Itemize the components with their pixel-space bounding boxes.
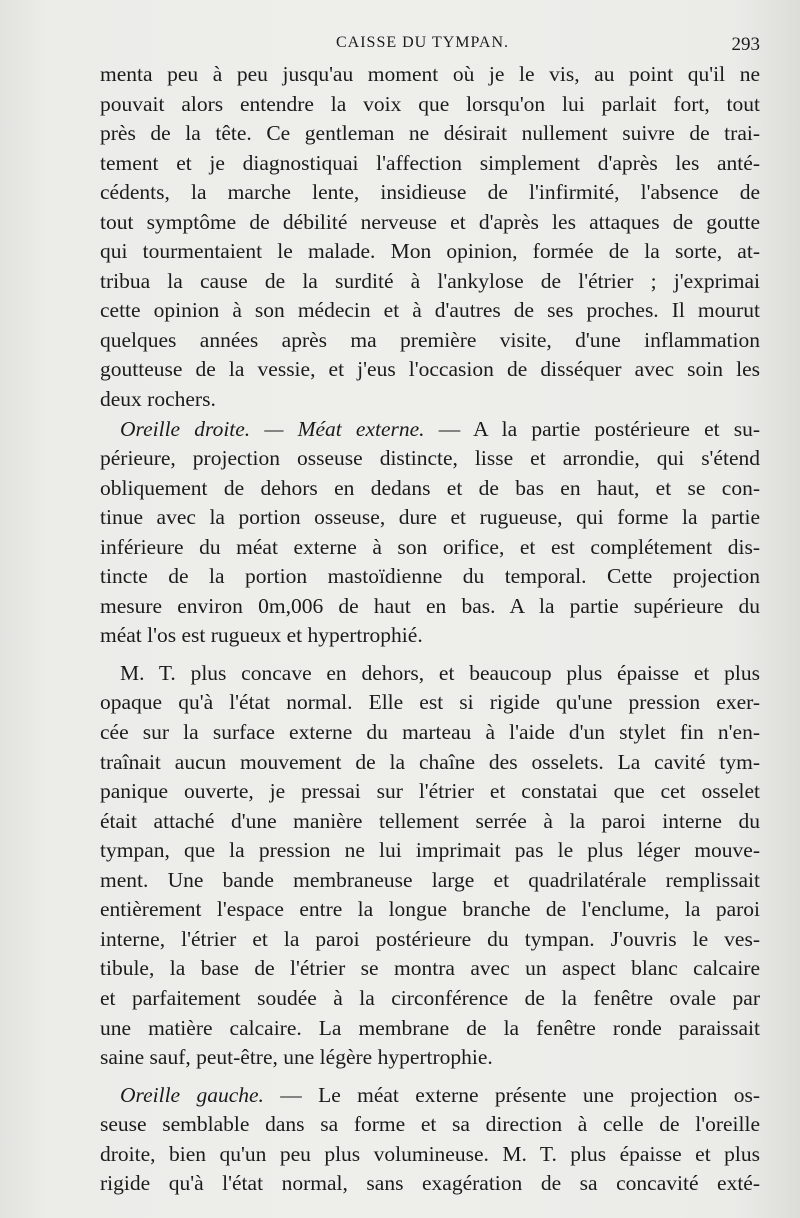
text-line — [100, 1043, 760, 1073]
text-line — [100, 621, 760, 651]
text-line — [100, 503, 760, 533]
text-line — [100, 984, 760, 1014]
line-text: obliquement de dehors en dedans et de bas en haut, et se con- — [100, 475, 760, 500]
text-line — [100, 718, 760, 748]
line-text: goutteuse de la vessie, et j'eus l'occasion de disséquer avec soin les — [100, 357, 760, 382]
text-line — [100, 415, 760, 445]
line-text: méat l'os est rugueux et hypertrophié. — [100, 623, 423, 648]
text-line — [100, 1169, 760, 1199]
italic-heading: Oreille gauche. — [120, 1082, 264, 1107]
page-number: 293 — [731, 34, 760, 55]
line-text: interne, l'étrier et la paroi postérieure du tympan. J'ouvris le ves- — [100, 926, 760, 951]
running-head: CAISSE DU TYMPAN. — [336, 34, 510, 51]
line-text: qui tourmentaient le malade. Mon opinion, formée de la sorte, at- — [100, 239, 760, 264]
line-text: quelques années après ma première visite, d'une inflammation — [100, 327, 760, 352]
line-text: pouvait alors entendre la voix que lorsqu'on lui parlait fort, tout — [100, 91, 760, 116]
text-line — [100, 149, 760, 179]
text-line — [100, 355, 760, 385]
text-line — [100, 895, 760, 925]
line-text: panique ouverte, je pressai sur l'étrier et constatai que cet osselet — [100, 779, 760, 804]
page-header — [100, 28, 768, 62]
text-line — [100, 954, 760, 984]
line-text: traînait aucun mouvement de la chaîne des osselets. La cavité tym- — [100, 749, 760, 774]
line-text: seuse semblable dans sa forme et sa direction à celle de l'oreille — [100, 1112, 760, 1137]
line-text: tinue avec la portion osseuse, dure et rugueuse, qui forme la partie — [100, 505, 760, 530]
text-line — [100, 385, 760, 415]
line-text: menta peu à peu jusqu'au moment où je le vis, au point qu'il ne — [100, 62, 760, 86]
text-line — [100, 296, 760, 326]
line-text: tibule, la base de l'étrier se montra avec un aspect blanc calcaire — [100, 956, 760, 981]
line-text: rigide qu'à l'état normal, sans exagération de sa concavité exté- — [100, 1171, 760, 1196]
text-line — [100, 1140, 760, 1170]
text-line — [100, 866, 760, 896]
text-line — [100, 925, 760, 955]
line-text: tribua la cause de la surdité à l'ankylose de l'étrier ; j'exprimai — [100, 268, 760, 293]
line-text: tement et je diagnostiquai l'affection simplement d'après les anté- — [100, 150, 760, 175]
line-text: était attaché d'une manière tellement serrée à la paroi interne du — [100, 808, 760, 833]
text-line — [100, 659, 760, 689]
text-line — [100, 474, 760, 504]
text-line — [100, 444, 760, 474]
text-line — [100, 326, 760, 356]
line-text: cée sur la surface externe du marteau à l'aide d'un stylet fin n'en- — [100, 720, 760, 745]
line-text: — A la partie postérieure et su- — [424, 416, 761, 441]
line-text: périeure, projection osseuse distincte, lisse et arrondie, qui s'étend — [100, 446, 760, 471]
text-line — [100, 208, 760, 238]
line-text: et parfaitement soudée à la circonférence de la fenêtre ovale par — [100, 985, 760, 1010]
line-text: entièrement l'espace entre la longue branche de l'enclume, la paroi — [100, 897, 760, 922]
line-text: — Le méat externe présente une projection os- — [263, 1082, 760, 1107]
text-line — [100, 1014, 760, 1044]
body-text — [100, 60, 760, 1199]
text-line — [100, 90, 760, 120]
text-line — [100, 1081, 760, 1111]
line-text: tout symptôme de débilité nerveuse et d'après les attaques de goutte — [100, 209, 760, 234]
text-line — [100, 807, 760, 837]
line-text: saine sauf, peut-être, une légère hypertrophie. — [100, 1045, 493, 1070]
line-text: mesure environ 0m,006 de haut en bas. A la partie supérieure du — [100, 593, 760, 618]
line-text: tympan, que la pression ne lui imprimait pas le plus léger mouve- — [100, 838, 760, 863]
line-text: ment. Une bande membraneuse large et quadrilatérale remplissait — [100, 867, 760, 892]
text-line — [100, 60, 760, 90]
text-line — [100, 777, 760, 807]
text-line — [100, 562, 760, 592]
line-text: deux rochers. — [100, 387, 216, 412]
text-line — [100, 178, 760, 208]
text-line — [100, 267, 760, 297]
line-text: cette opinion à son médecin et à d'autres de ses proches. Il mourut — [100, 298, 760, 323]
text-line — [100, 119, 760, 149]
text-line — [100, 836, 760, 866]
text-line — [100, 688, 760, 718]
text-line — [100, 533, 760, 563]
line-text: une matière calcaire. La membrane de la fenêtre ronde paraissait — [100, 1015, 760, 1040]
line-text: M. T. plus concave en dehors, et beaucoup plus épaisse et plus — [120, 660, 760, 685]
line-text: opaque qu'à l'état normal. Elle est si rigide qu'une pression exer- — [100, 690, 760, 715]
line-text: près de la tête. Ce gentleman ne désirait nullement suivre de trai- — [100, 121, 760, 146]
line-text: droite, bien qu'un peu plus volumineuse. M. T. plus épaisse et plus — [100, 1141, 760, 1166]
text-line — [100, 592, 760, 622]
line-text: inférieure du méat externe à son orifice, et est complétement dis- — [100, 534, 760, 559]
line-text: cédents, la marche lente, insidieuse de l'infirmité, l'absence de — [100, 180, 760, 205]
text-line — [100, 1110, 760, 1140]
italic-heading: Oreille droite. — Méat externe. — [120, 416, 425, 441]
text-line — [100, 237, 760, 267]
text-line — [100, 748, 760, 778]
line-text: tincte de la portion mastoïdienne du temporal. Cette projection — [100, 564, 760, 589]
